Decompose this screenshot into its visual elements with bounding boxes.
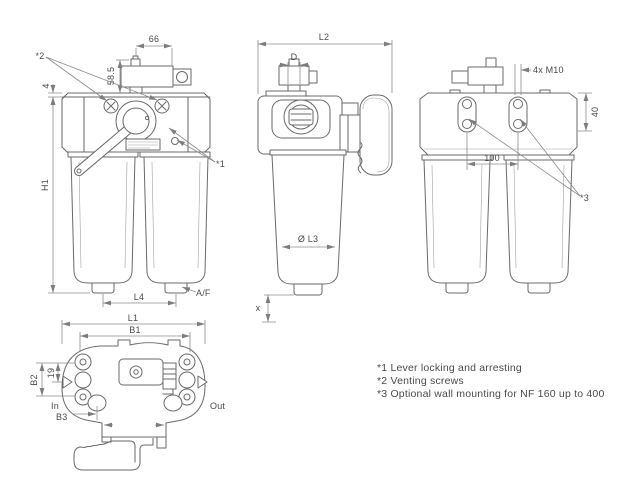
- dim-l2-label: L2: [318, 32, 330, 42]
- dim-d-label: D: [290, 52, 298, 62]
- note-2: *2 Venting screws: [377, 375, 464, 387]
- dim-l3-label: Ø L3: [297, 234, 319, 244]
- front-dim-l4: [103, 292, 176, 307]
- dim-b1-label: B1: [129, 325, 141, 335]
- side-dim-x: [256, 295, 294, 322]
- top-port-out: [164, 395, 182, 411]
- rear-dim-m10: [515, 64, 564, 95]
- front-bowl-left: [71, 157, 135, 283]
- front-dim-4: [41, 83, 62, 106]
- top-star-knob-left: [75, 354, 91, 405]
- rear-head-outline: [420, 93, 577, 155]
- side-bowl-plug: [294, 284, 322, 295]
- side-view: [256, 32, 392, 322]
- dim-b3-label: B3: [56, 412, 68, 422]
- front-nameplate: [126, 139, 160, 150]
- note-1: *1 Lever locking and arresting: [377, 362, 522, 374]
- rear-bowl-plugs: [446, 283, 550, 293]
- dim-19-label: 19: [46, 367, 56, 379]
- callout-2-label: *2: [35, 51, 45, 61]
- callout-1-label: *1: [216, 159, 225, 169]
- port-out-label: Out: [210, 401, 226, 411]
- dim-m10-label: 4x M10: [533, 65, 564, 75]
- rear-view: [420, 58, 600, 293]
- top-star-knob-right: [179, 354, 195, 405]
- callout-3-label: *3: [580, 193, 589, 203]
- top-handle-outer: [74, 438, 153, 470]
- rear-mounting-slot-left: [458, 97, 476, 132]
- rear-mounting-slot-right: [509, 97, 527, 132]
- dim-h1-label: H1: [40, 179, 50, 191]
- front-view: [36, 34, 225, 307]
- side-bowl: [272, 155, 344, 284]
- top-view: [29, 313, 225, 470]
- dim-4-label: 4: [41, 83, 51, 89]
- notes: [377, 362, 605, 400]
- rear-sensor: [452, 58, 503, 93]
- top-lever-bracket: [163, 363, 176, 394]
- dim-100-label: 100: [484, 153, 500, 163]
- side-head-top-plate: [266, 91, 306, 96]
- top-pivot-dot: [134, 370, 138, 374]
- side-lever-bracket: [340, 115, 360, 152]
- dim-66-label: 66: [148, 34, 160, 44]
- port-in-label: In: [51, 401, 59, 411]
- rear-dim-40: [578, 93, 600, 131]
- front-venting-screw-left: [104, 99, 118, 113]
- side-sensor: [279, 59, 317, 95]
- note-3: *3 Optional wall mounting for NF 160 up to 400: [377, 388, 605, 400]
- dim-l4-label: L4: [133, 292, 145, 302]
- dim-l1-label: L1: [127, 313, 139, 323]
- side-bowl-clamp: [270, 150, 346, 155]
- front-lever-boss-inner: [123, 108, 149, 134]
- front-indicator-port-icon: [177, 72, 188, 83]
- top-dim-19: [46, 363, 62, 382]
- side-port-window: [289, 109, 313, 125]
- front-venting-screw-right: [155, 99, 169, 113]
- dim-b2-label: B2: [29, 374, 39, 386]
- dim-40-label: 40: [590, 106, 600, 118]
- front-bowl-right: [144, 157, 208, 283]
- side-dim-l2: [258, 32, 392, 94]
- front-dim-66: [136, 34, 172, 66]
- dim-x-label: x: [255, 303, 261, 313]
- dim-58-5-label: 58.5: [106, 66, 116, 86]
- side-lever-handle: [360, 95, 392, 175]
- front-detail-boss: [172, 138, 179, 145]
- dim-af-label: A/F: [196, 288, 211, 298]
